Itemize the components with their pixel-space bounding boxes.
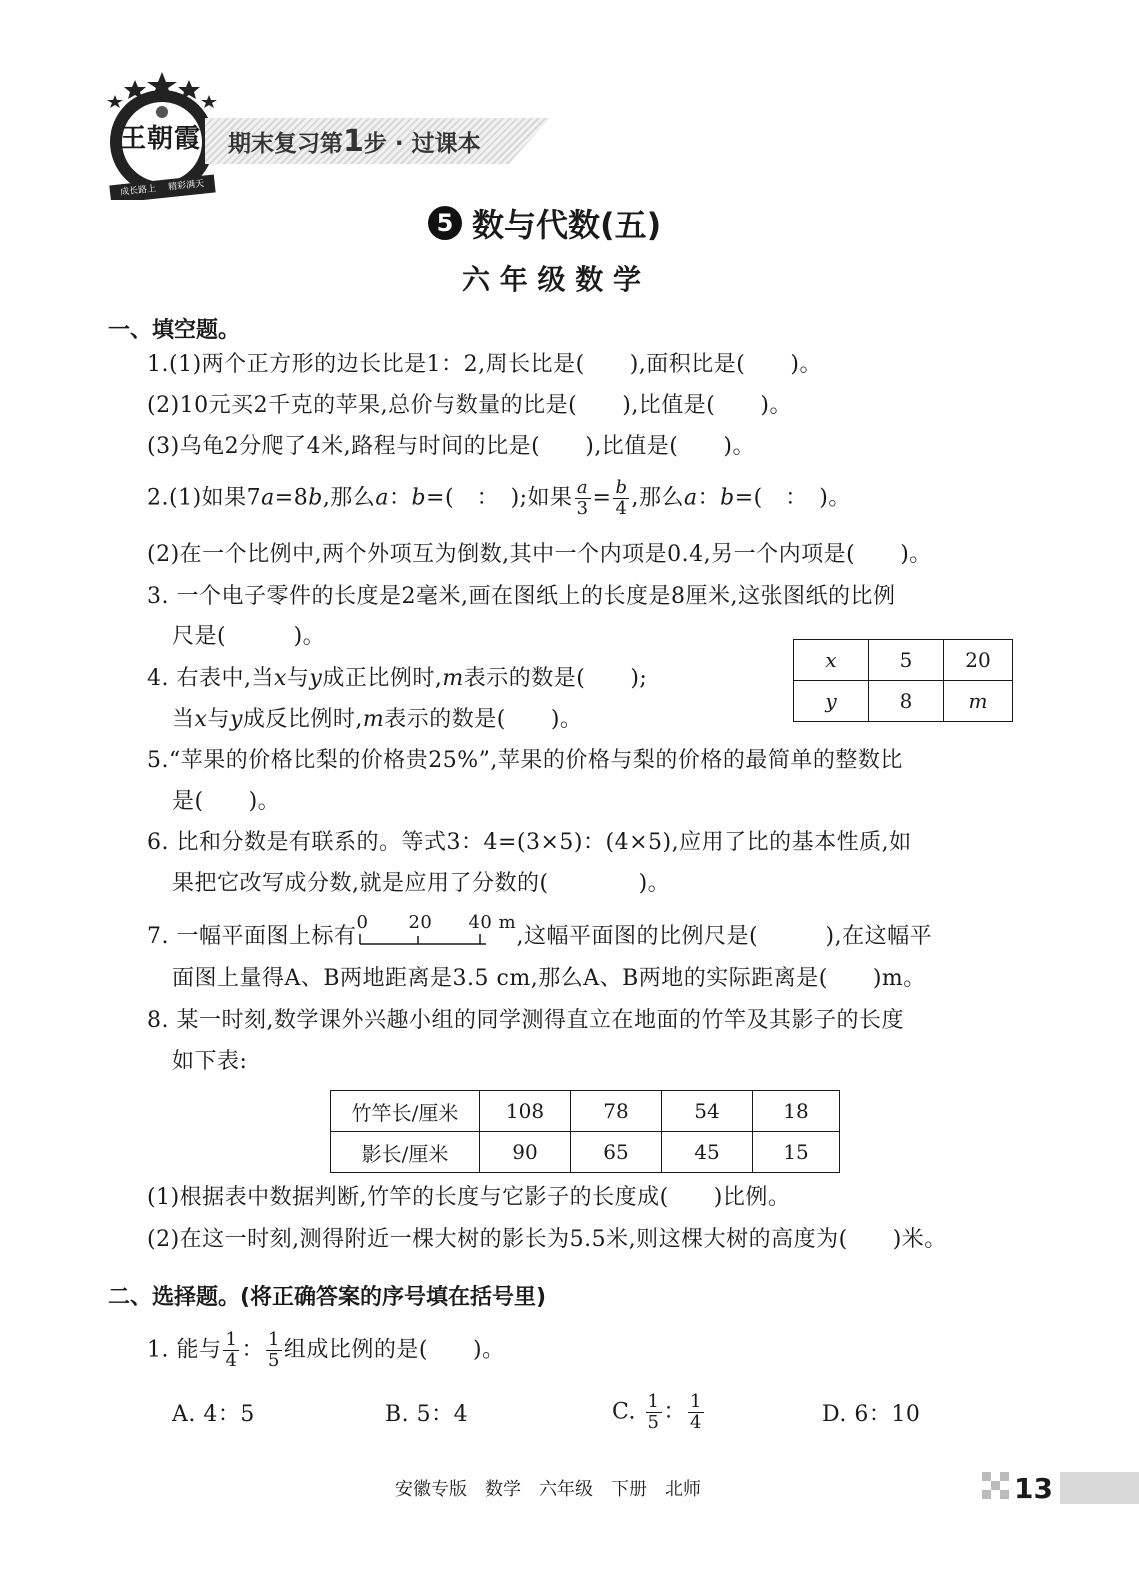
banner-step: 1	[343, 124, 364, 159]
q4-var: x	[194, 707, 208, 732]
q8-2: (2)在这一时刻,测得附近一棵大树的影长为5.5米,则这棵大树的高度为( )米。	[147, 1227, 947, 1252]
table-cell: 78	[571, 1091, 662, 1132]
table-cell: 影长/厘米	[331, 1132, 480, 1173]
logo-motto-left: 成长路上	[119, 184, 157, 198]
table-cell: 8	[869, 681, 944, 722]
q2-text: 2.(1)如果7	[147, 485, 262, 511]
checker-icon	[982, 1472, 1012, 1502]
q4-text: 4. 右表中,当	[147, 666, 274, 691]
table-cell: 15	[753, 1132, 840, 1173]
q1-1: 1.(1)两个正方形的边长比是1：2,周长比是( ),面积比是( )。	[147, 352, 822, 377]
footer	[395, 1475, 701, 1501]
table-cell: 5	[869, 640, 944, 681]
q8-line1: 8. 某一时刻,数学课外兴趣小组的同学测得直立在地面的竹竿及其影子的长度	[147, 1008, 904, 1033]
banner-prefix: 期末复习第	[228, 131, 343, 157]
q4-var: m	[362, 707, 385, 732]
q8-1: (1)根据表中数据判断,竹竿的长度与它影子的长度成( )比例。	[147, 1185, 791, 1210]
q4-text: 与	[207, 707, 230, 732]
option-d: D. 6：10	[822, 1402, 921, 1427]
page-number-bar	[1060, 1472, 1139, 1504]
fraction-numerator: 1	[225, 1329, 238, 1350]
q2-var: a	[683, 485, 698, 511]
fraction	[575, 478, 591, 519]
s2-q1-text: 组成比例的是( )。	[283, 1337, 505, 1363]
footer-item: 下册	[611, 1479, 647, 1500]
q4-line1	[147, 664, 647, 694]
q4-text: 成反比例时,	[242, 707, 363, 732]
table-row	[331, 1132, 840, 1173]
table-cell: 45	[662, 1132, 753, 1173]
q2-text: ,那么	[631, 485, 684, 511]
q2-var: b	[411, 485, 427, 511]
fraction-denominator: 4	[690, 1412, 702, 1433]
option-b: B. 5：4	[385, 1402, 469, 1427]
scale-label: 40 m	[468, 912, 517, 933]
q2-var: a	[375, 485, 389, 511]
q4-text: 与	[286, 666, 310, 691]
scale-bar-icon	[358, 932, 488, 948]
q5-line2: 是( )。	[172, 789, 281, 814]
q4-var: x	[273, 666, 287, 691]
s2-q1-text: ：	[241, 1337, 264, 1363]
footer-item: 北师	[665, 1479, 701, 1500]
table-cell: 90	[480, 1132, 571, 1173]
q4-text: 表示的数是( )。	[384, 707, 583, 732]
q4-text: 成正比例时,	[322, 666, 443, 691]
scale-bar	[356, 912, 517, 952]
fraction-numerator: a	[575, 478, 591, 499]
fraction-denominator: 4	[225, 1350, 238, 1371]
q2-text: ,那么	[322, 485, 376, 511]
footer-item: 数学	[485, 1479, 521, 1500]
q2-text: ：	[388, 485, 412, 511]
title-number: 5	[436, 209, 454, 237]
scale-label: 20	[408, 912, 433, 933]
page-number: 13	[1014, 1472, 1053, 1505]
s2-q1	[147, 1330, 505, 1371]
q7-line2: 面图上量得A、B两地距离是3.5 cm,那么A、B两地的实际距离是( )m。	[172, 966, 926, 991]
table-cell: 54	[662, 1091, 753, 1132]
title-number-badge	[428, 206, 462, 240]
table-cell: 竹竿长/厘米	[331, 1091, 480, 1132]
table-cell: 18	[753, 1091, 840, 1132]
q6-line1: 6. 比和分数是有联系的。等式3：4=(3×5)：(4×5),应用了比的基本性质,如	[147, 830, 912, 855]
q4-line2	[172, 705, 582, 735]
q5-line1: 5.“苹果的价格比梨的价格贵25%”,苹果的价格与梨的价格的最简单的整数比	[147, 748, 903, 773]
fraction-numerator: 1	[647, 1391, 660, 1412]
title-text: 数与代数(五)	[472, 206, 662, 244]
q8-table	[330, 1090, 840, 1173]
fraction-denominator: 4	[615, 498, 628, 519]
option-c	[612, 1392, 706, 1433]
q4-var: y	[309, 666, 323, 691]
table-cell: 65	[571, 1132, 662, 1173]
table-cell: y	[794, 681, 869, 722]
q2-text: =8	[274, 485, 309, 511]
q7-text: 7. 一幅平面图上标有	[147, 924, 357, 949]
fraction-numerator: 1	[690, 1391, 702, 1412]
page-subtitle: 六 年 级 数 学	[462, 263, 641, 296]
q2-var: a	[261, 485, 275, 511]
q2-text: =( ： )。	[734, 485, 851, 511]
footer-item: 六年级	[539, 1479, 593, 1500]
header-banner-text	[228, 124, 481, 159]
q2-var: b	[308, 485, 323, 511]
logo-name: 王朝霞	[120, 124, 202, 154]
q2-var: b	[720, 485, 735, 511]
section1-heading: 一、填空题。	[108, 318, 241, 343]
q1-2: (2)10元买2千克的苹果,总价与数量的比是( ),比值是( )。	[147, 393, 792, 418]
table-row	[794, 640, 1013, 681]
option-a: A. 4：5	[172, 1402, 255, 1427]
q4-text: 表示的数是( );	[463, 666, 648, 691]
scale-label: 0	[356, 912, 369, 933]
fraction	[266, 1330, 282, 1371]
q8-line2: 如下表:	[172, 1049, 248, 1074]
page-title	[428, 200, 661, 246]
page-number-decoration	[982, 1472, 1012, 1502]
fraction	[646, 1392, 662, 1433]
fraction-denominator: 3	[576, 498, 589, 519]
fraction-denominator: 5	[267, 1350, 280, 1371]
section2-heading: 二、选择题。(将正确答案的序号填在括号里)	[108, 1285, 547, 1310]
fraction	[223, 1330, 239, 1371]
fraction-numerator: 1	[267, 1329, 280, 1350]
q1-3: (3)乌龟2分爬了4米,路程与时间的比是( ),比值是( )。	[147, 434, 755, 459]
fraction	[688, 1392, 704, 1433]
q2-text: ：	[697, 485, 721, 511]
s2-q1-text: 1. 能与	[147, 1337, 222, 1363]
q4-var: m	[442, 666, 464, 691]
q4-var: y	[229, 707, 243, 732]
fraction-denominator: 5	[647, 1412, 660, 1433]
q3-line1: 3. 一个电子零件的长度是2毫米,画在图纸上的长度是8厘米,这张图纸的比例	[147, 584, 896, 609]
footer-item: 安徽专版	[395, 1479, 467, 1500]
banner-suffix: 步 · 过课本	[363, 131, 481, 157]
table-cell: x	[794, 640, 869, 681]
fraction-numerator: b	[615, 477, 628, 498]
q4-table	[793, 639, 1013, 722]
table-cell: m	[944, 681, 1013, 722]
q4-text: 当	[172, 707, 195, 732]
q7-text: ,这幅平面图的比例尺是( ),在这幅平	[516, 924, 933, 949]
q2-text: =( ： );如果	[426, 485, 573, 511]
option-c-text: ：	[663, 1399, 687, 1425]
q3-line2: 尺是( )。	[172, 624, 326, 649]
q7-line1	[147, 912, 933, 952]
table-cell: 20	[944, 640, 1013, 681]
q2-1	[147, 478, 851, 519]
logo-motto-right: 精彩满天	[167, 179, 205, 193]
q2-2: (2)在一个比例中,两个外项互为倒数,其中一个内项是0.4,另一个内项是( )。	[147, 542, 932, 567]
option-c-label: C.	[612, 1399, 637, 1425]
table-row	[794, 681, 1013, 722]
q6-line2: 果把它改写成分数,就是应用了分数的( )。	[172, 871, 671, 896]
q2-text: =	[592, 485, 612, 511]
table-cell: 108	[480, 1091, 571, 1132]
table-row	[331, 1091, 840, 1132]
fraction	[613, 478, 629, 519]
